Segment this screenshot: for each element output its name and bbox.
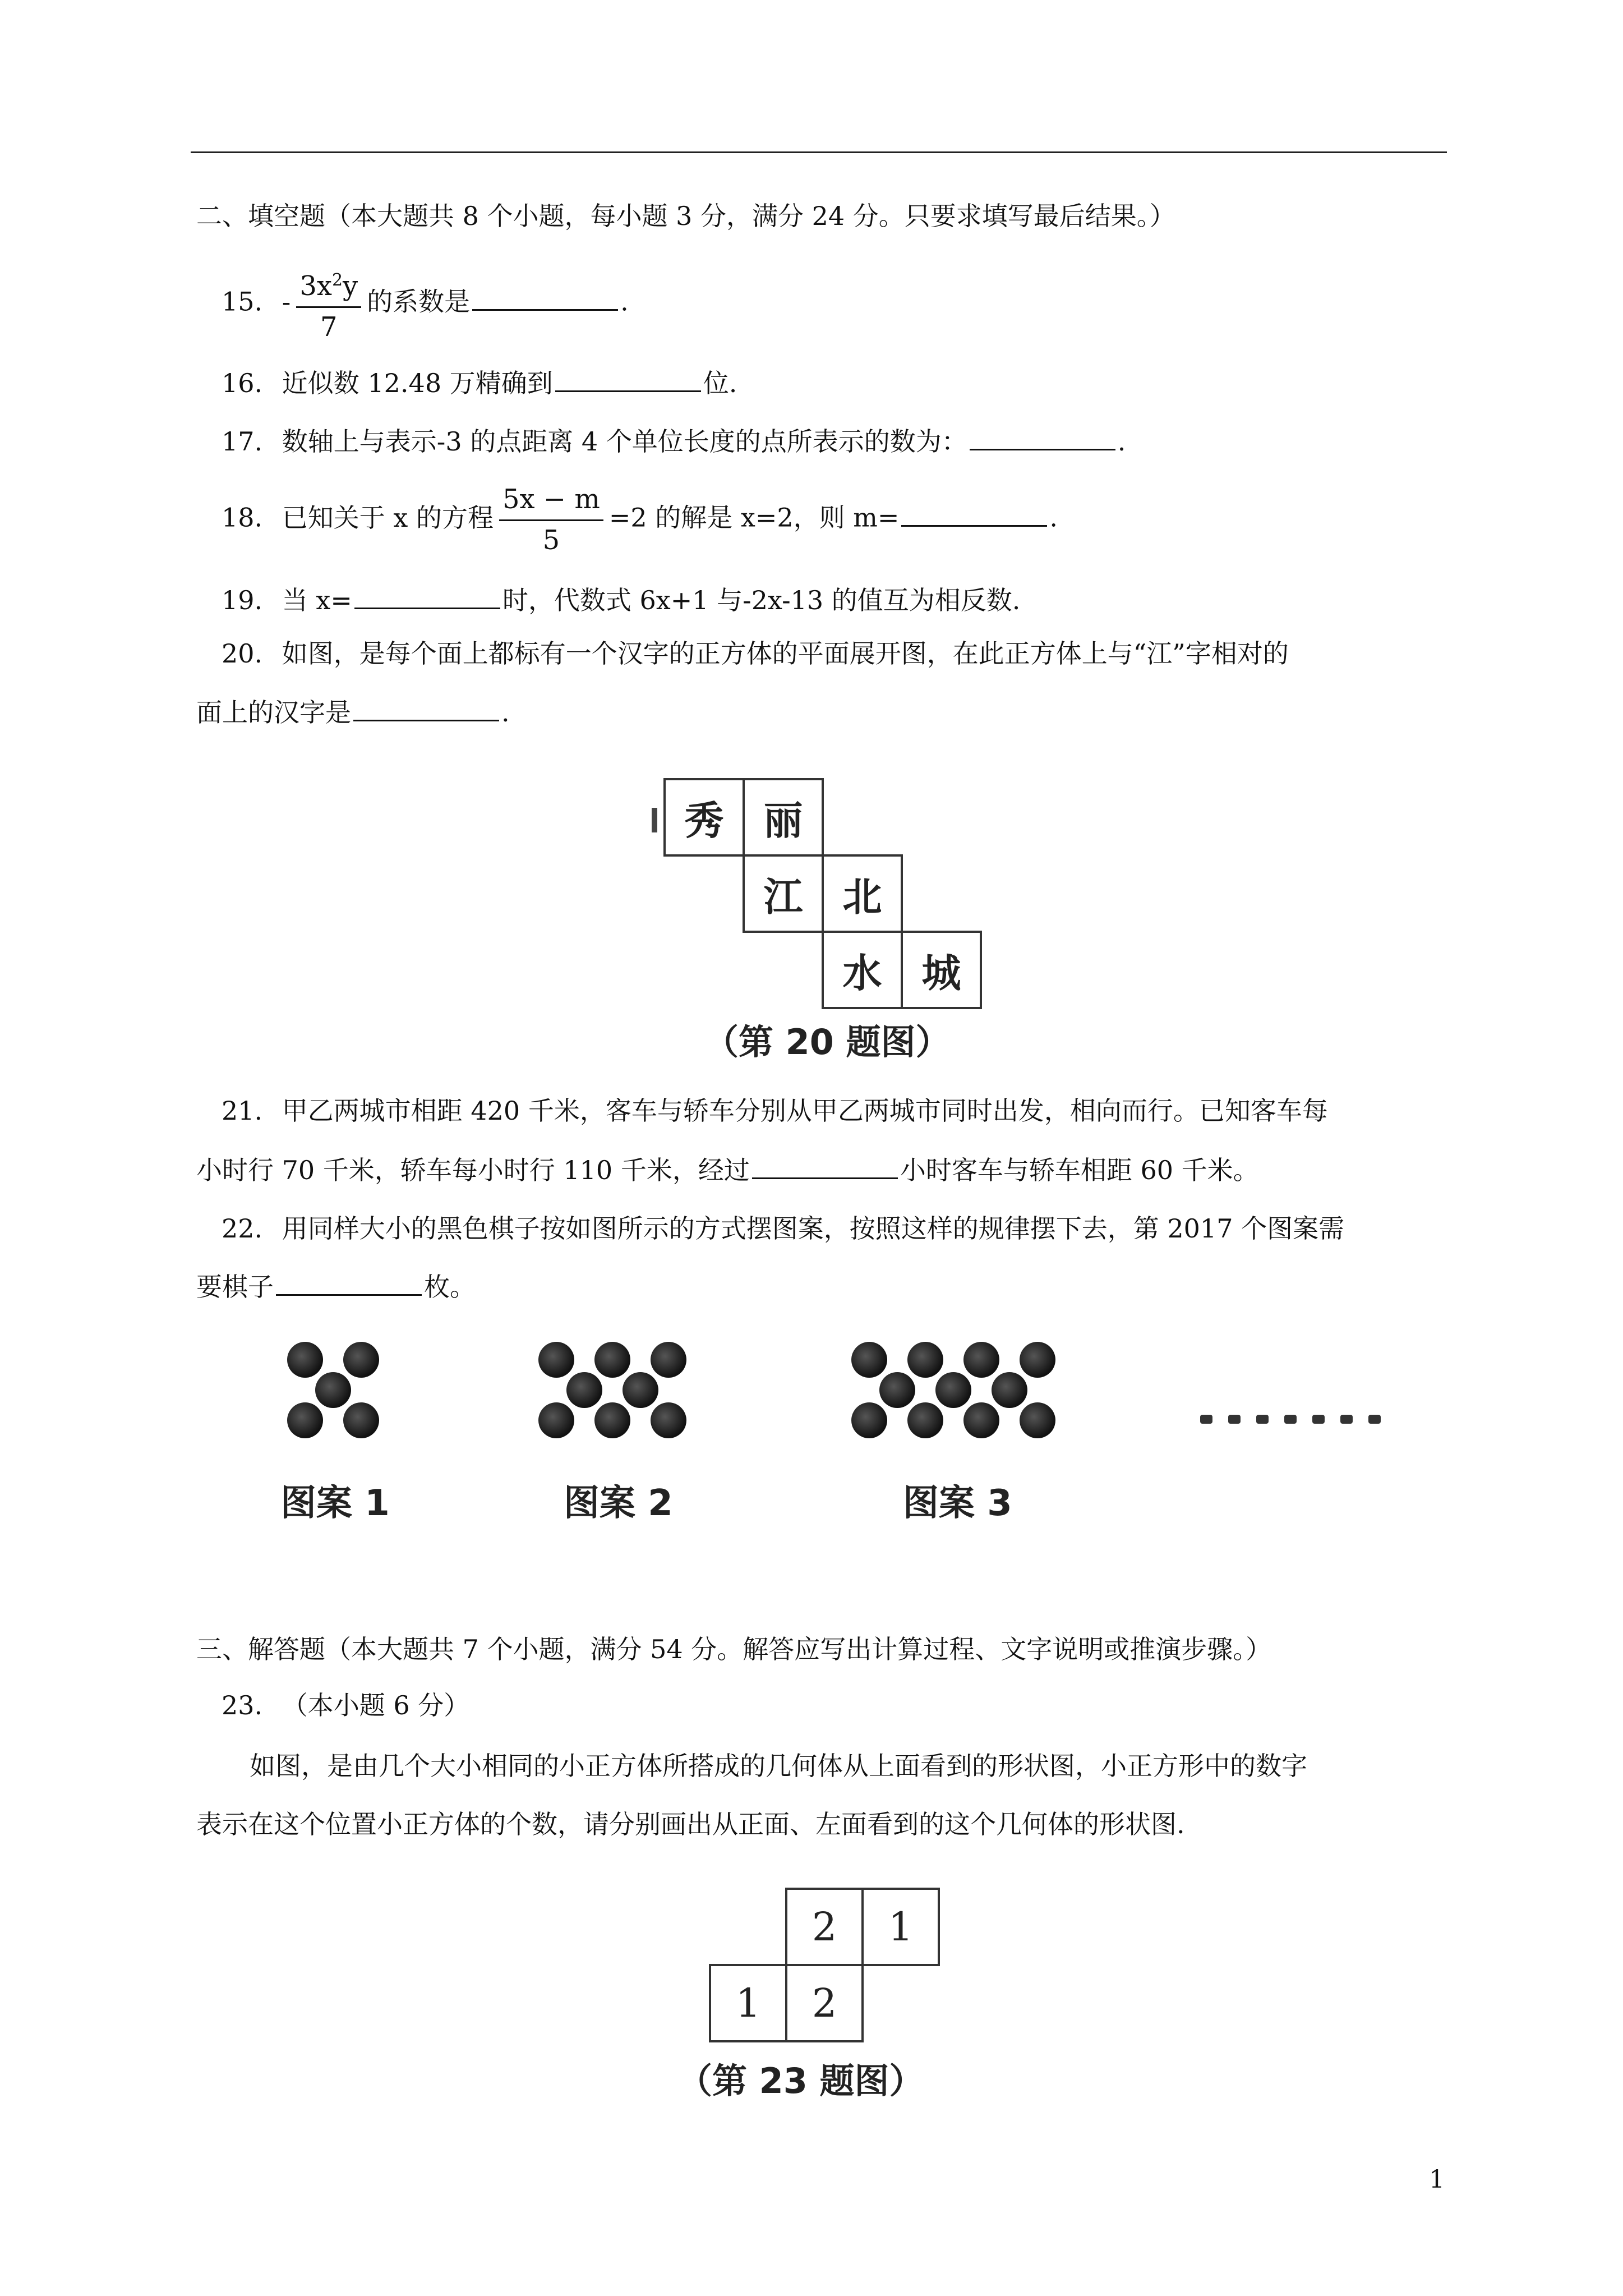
page-number: 1 [1429, 2165, 1445, 2194]
chess-piece [1020, 1402, 1055, 1438]
question-17 [222, 425, 1126, 458]
chess-piece [594, 1402, 630, 1438]
question-number: 17. [222, 426, 263, 457]
figure-caption: （第 20 题图） [704, 1022, 951, 1062]
question-23-header [222, 1688, 469, 1722]
ellipsis-mark [1200, 1415, 1212, 1424]
question-number: 16. [222, 368, 263, 398]
question-16 [222, 366, 737, 400]
pattern-label: 图案 2 [564, 1483, 673, 1524]
ellipsis-mark [1312, 1415, 1325, 1424]
net-cell: 水 [822, 931, 903, 1009]
question-text-pre: 要棋子 [196, 1272, 274, 1302]
question-end: 位. [703, 368, 737, 398]
chess-piece [287, 1402, 323, 1438]
fraction [296, 264, 361, 344]
chess-piece [343, 1402, 379, 1438]
answer-blank[interactable] [353, 697, 499, 721]
chess-piece [907, 1342, 943, 1378]
numerator-tail: y [343, 270, 358, 302]
answer-blank[interactable] [555, 368, 701, 392]
net-cell: 秀 [663, 778, 745, 857]
section-3-title: 三、解答题（本大题共 7 个小题，满分 54 分。解答应写出计算过程、文字说明或推演步骤。） [196, 1634, 1272, 1664]
question-end: . [620, 286, 629, 317]
question-22-line-1 [222, 1212, 1344, 1245]
question-number: 19. [222, 585, 263, 615]
chess-piece [538, 1342, 574, 1378]
view-cell: 1 [861, 1888, 940, 1966]
net-cell: 城 [901, 931, 982, 1009]
ellipsis-mark [1340, 1415, 1353, 1424]
chess-piece [851, 1402, 887, 1438]
view-cell: 2 [785, 1964, 864, 2042]
denominator: 7 [320, 311, 338, 343]
fraction [499, 482, 603, 557]
question-15 [222, 264, 629, 344]
chess-piece [287, 1342, 323, 1378]
question-number: 21. [222, 1096, 263, 1126]
question-number: 15. [222, 286, 263, 317]
chess-piece [623, 1372, 658, 1408]
header-rule [191, 151, 1447, 153]
answer-blank[interactable] [901, 503, 1047, 527]
chess-piece [651, 1402, 686, 1438]
ellipsis-mark [1228, 1415, 1241, 1424]
question-text: 甲乙两城市相距 420 千米，客车与轿车分别从甲乙两城市同时出发，相向而行。已知客车每 [282, 1096, 1328, 1126]
pattern-label: 图案 3 [903, 1483, 1012, 1524]
ellipsis-mark [1284, 1415, 1297, 1424]
numerator: 3x [299, 270, 332, 302]
answer-blank[interactable] [354, 585, 500, 609]
question-21-line-2 [196, 1153, 1259, 1187]
chess-piece [538, 1402, 574, 1438]
question-text-pre: 小时行 70 千米，轿车每小时行 110 千米，经过 [196, 1155, 750, 1185]
question-22-line-2 [196, 1270, 476, 1304]
question-text: 用同样大小的黑色棋子按如图所示的方式摆图案，按照这样的规律摆下去，第 2017 个图案需 [282, 1213, 1345, 1244]
question-number: 18. [222, 502, 263, 533]
pattern-label: 图案 1 [280, 1483, 390, 1524]
chess-piece [566, 1372, 602, 1408]
chess-piece [879, 1372, 915, 1408]
question-number: 20. [222, 638, 263, 669]
question-23-line-1: 如图，是由几个大小相同的小正方体所搭成的几何体从上面看到的形状图，小正方形中的数字 [250, 1751, 1307, 1781]
denominator: 5 [542, 524, 560, 556]
question-text: 数轴上与表示-3 的点距离 4 个单位长度的点所表示的数为： [282, 426, 967, 457]
question-number: 23. [222, 1690, 263, 1720]
question-21-line-1 [222, 1094, 1328, 1128]
question-20-line-2 [196, 696, 510, 729]
numerator: 5x − m [499, 482, 603, 521]
net-cell: 丽 [743, 778, 824, 857]
question-number: 22. [222, 1213, 263, 1244]
chess-piece [343, 1342, 379, 1378]
exponent: 2 [331, 270, 343, 290]
figure-caption: （第 23 题图） [677, 2060, 924, 2101]
question-end: . [1049, 502, 1058, 533]
question-score: （本小题 6 分） [282, 1690, 470, 1720]
question-text: 面上的汉字是 [196, 697, 351, 728]
question-20-line-1 [222, 637, 1289, 670]
chess-piece [963, 1402, 999, 1438]
chess-piece [651, 1342, 686, 1378]
question-text-pre: 当 x= [282, 585, 352, 615]
answer-blank[interactable] [276, 1272, 422, 1296]
net-cell: 北 [822, 854, 903, 933]
ellipsis-mark [1368, 1415, 1381, 1424]
answer-blank[interactable] [752, 1155, 898, 1179]
view-cell: 1 [709, 1964, 787, 2042]
view-cell: 2 [785, 1888, 864, 1966]
section-2-title: 二、填空题（本大题共 8 个小题，每小题 3 分，满分 24 分。只要求填写最后结果。） [196, 201, 1175, 231]
question-text: 近似数 12.48 万精确到 [282, 368, 553, 398]
chess-piece [907, 1402, 943, 1438]
question-text: 的系数是 [367, 286, 471, 317]
question-text-post: 时，代数式 6x+1 与-2x-13 的值互为相反数. [502, 585, 1021, 615]
question-text: 如图，是每个面上都标有一个汉字的正方体的平面展开图，在此正方体上与“江”字相对的 [282, 638, 1289, 669]
question-18 [222, 482, 1058, 557]
chess-piece [1020, 1342, 1055, 1378]
scan-mark [652, 808, 657, 832]
question-text-post: =2 的解是 x=2，则 m= [608, 502, 900, 533]
chess-piece [851, 1342, 887, 1378]
minus-sign: - [282, 286, 291, 317]
chess-piece [935, 1372, 971, 1408]
ellipsis-mark [1256, 1415, 1269, 1424]
chess-piece [963, 1342, 999, 1378]
question-23-line-2: 表示在这个位置小正方体的个数，请分别画出从正面、左面看到的这个几何体的形状图. [196, 1809, 1185, 1839]
chess-piece [594, 1342, 630, 1378]
question-text-pre: 已知关于 x 的方程 [282, 502, 494, 533]
chess-piece [992, 1372, 1027, 1408]
answer-blank[interactable] [472, 287, 618, 311]
question-end: . [1117, 426, 1126, 457]
answer-blank[interactable] [970, 426, 1115, 450]
chess-piece [315, 1372, 351, 1408]
question-19 [222, 583, 1020, 617]
question-text-post: 小时客车与轿车相距 60 千米。 [900, 1155, 1259, 1185]
question-text-post: 枚。 [424, 1272, 476, 1302]
net-cell: 江 [743, 854, 824, 933]
question-end: . [501, 697, 510, 728]
